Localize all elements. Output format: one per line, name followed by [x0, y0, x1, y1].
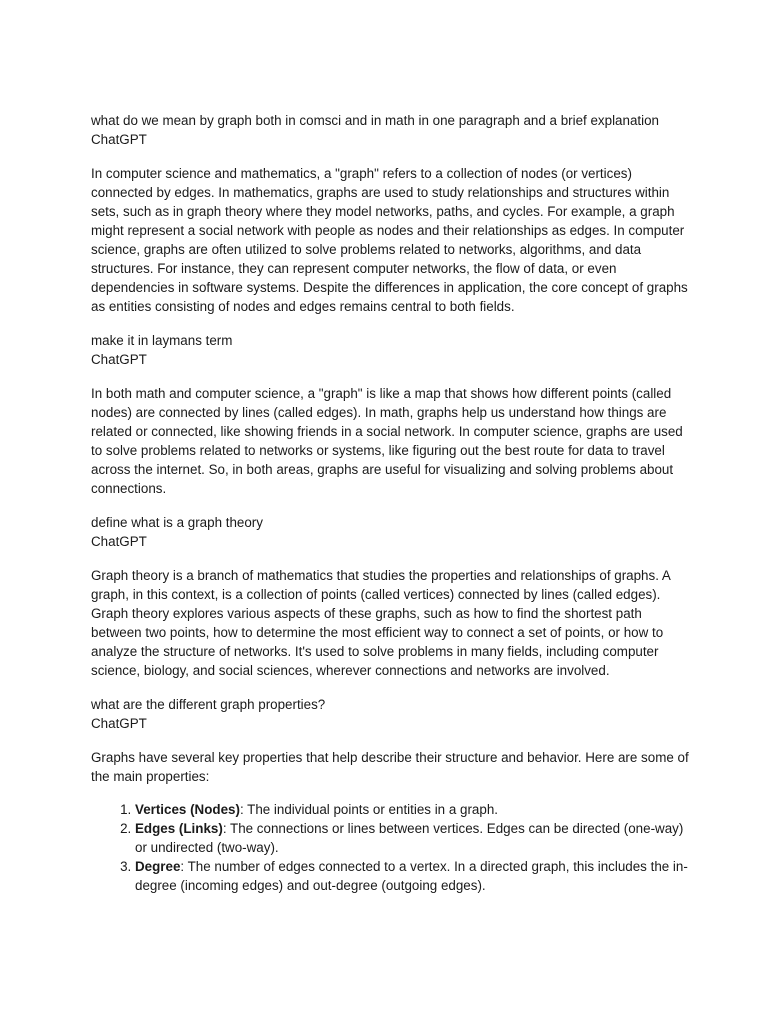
user-prompt: what are the different graph properties?: [91, 697, 326, 712]
user-prompt: define what is a graph theory: [91, 515, 263, 530]
exchange-1: [91, 111, 691, 316]
property-text: : The individual points or entities in a graph.: [239, 802, 498, 817]
list-item: [135, 819, 691, 857]
list-item: [135, 857, 691, 895]
speaker-label: ChatGPT: [91, 352, 147, 367]
assistant-answer: Graph theory is a branch of mathematics that studies the properties and relationships of graphs. A graph, in this context, is a collection of points (called vertices) connected by lines (called edges). Graph theory explores various aspects of these graphs, such as how to find the shortest path between two points, how to determine the most efficient way to connect a set of points, or how to analyze the structure of networks. It's used to solve problems in many fields, including computer science, biology, and social sciences, wherever connections and networks are involved.: [91, 568, 671, 678]
property-term: Degree: [135, 859, 181, 874]
property-term: Edges (Links): [135, 821, 223, 836]
assistant-answer: Graphs have several key properties that help describe their structure and behavior. Here are some of the main properties:: [91, 750, 689, 784]
assistant-answer: In computer science and mathematics, a "graph" refers to a collection of nodes (or vertices) connected by edges. In mathematics, graphs are used to study relationships and structures within sets, such as in graph theory where they model networks, paths, and cycles. For example, a graph might represent a social network with people as nodes and their relationships as edges. In computer science, graphs are often utilized to solve problems related to networks, algorithms, and data structures. For instance, they can represent computer networks, the flow of data, or even dependencies in software systems. Despite the differences in application, the core concept of graphs as entities consisting of nodes and edges remains central to both fields.: [91, 166, 688, 314]
speaker-label: ChatGPT: [91, 132, 147, 147]
document-page: [91, 111, 691, 895]
properties-list: [91, 800, 691, 895]
exchange-2: [91, 331, 691, 498]
exchange-3: [91, 513, 691, 680]
list-item: [135, 800, 691, 819]
property-text: : The number of edges connected to a vertex. In a directed graph, this includes the in-degree (incoming edges) and out-degree (outgoing edges).: [135, 859, 688, 893]
speaker-label: ChatGPT: [91, 716, 147, 731]
property-term: Vertices (Nodes): [135, 802, 240, 817]
user-prompt: what do we mean by graph both in comsci and in math in one paragraph and a brief explanation: [91, 113, 659, 128]
assistant-answer: In both math and computer science, a "graph" is like a map that shows how different points (called nodes) are connected by lines (called edges). In math, graphs help us understand how things are related or connected, like showing friends in a social network. In computer science, graphs are used to solve problems related to networks or systems, like figuring out the best route for data to travel across the internet. So, in both areas, graphs are useful for visualizing and solving problems about connections.: [91, 386, 683, 496]
exchange-4: [91, 695, 691, 895]
user-prompt: make it in laymans term: [91, 333, 233, 348]
speaker-label: ChatGPT: [91, 534, 147, 549]
property-text: : The connections or lines between vertices. Edges can be directed (one-way) or undirected (two-way).: [135, 821, 684, 855]
